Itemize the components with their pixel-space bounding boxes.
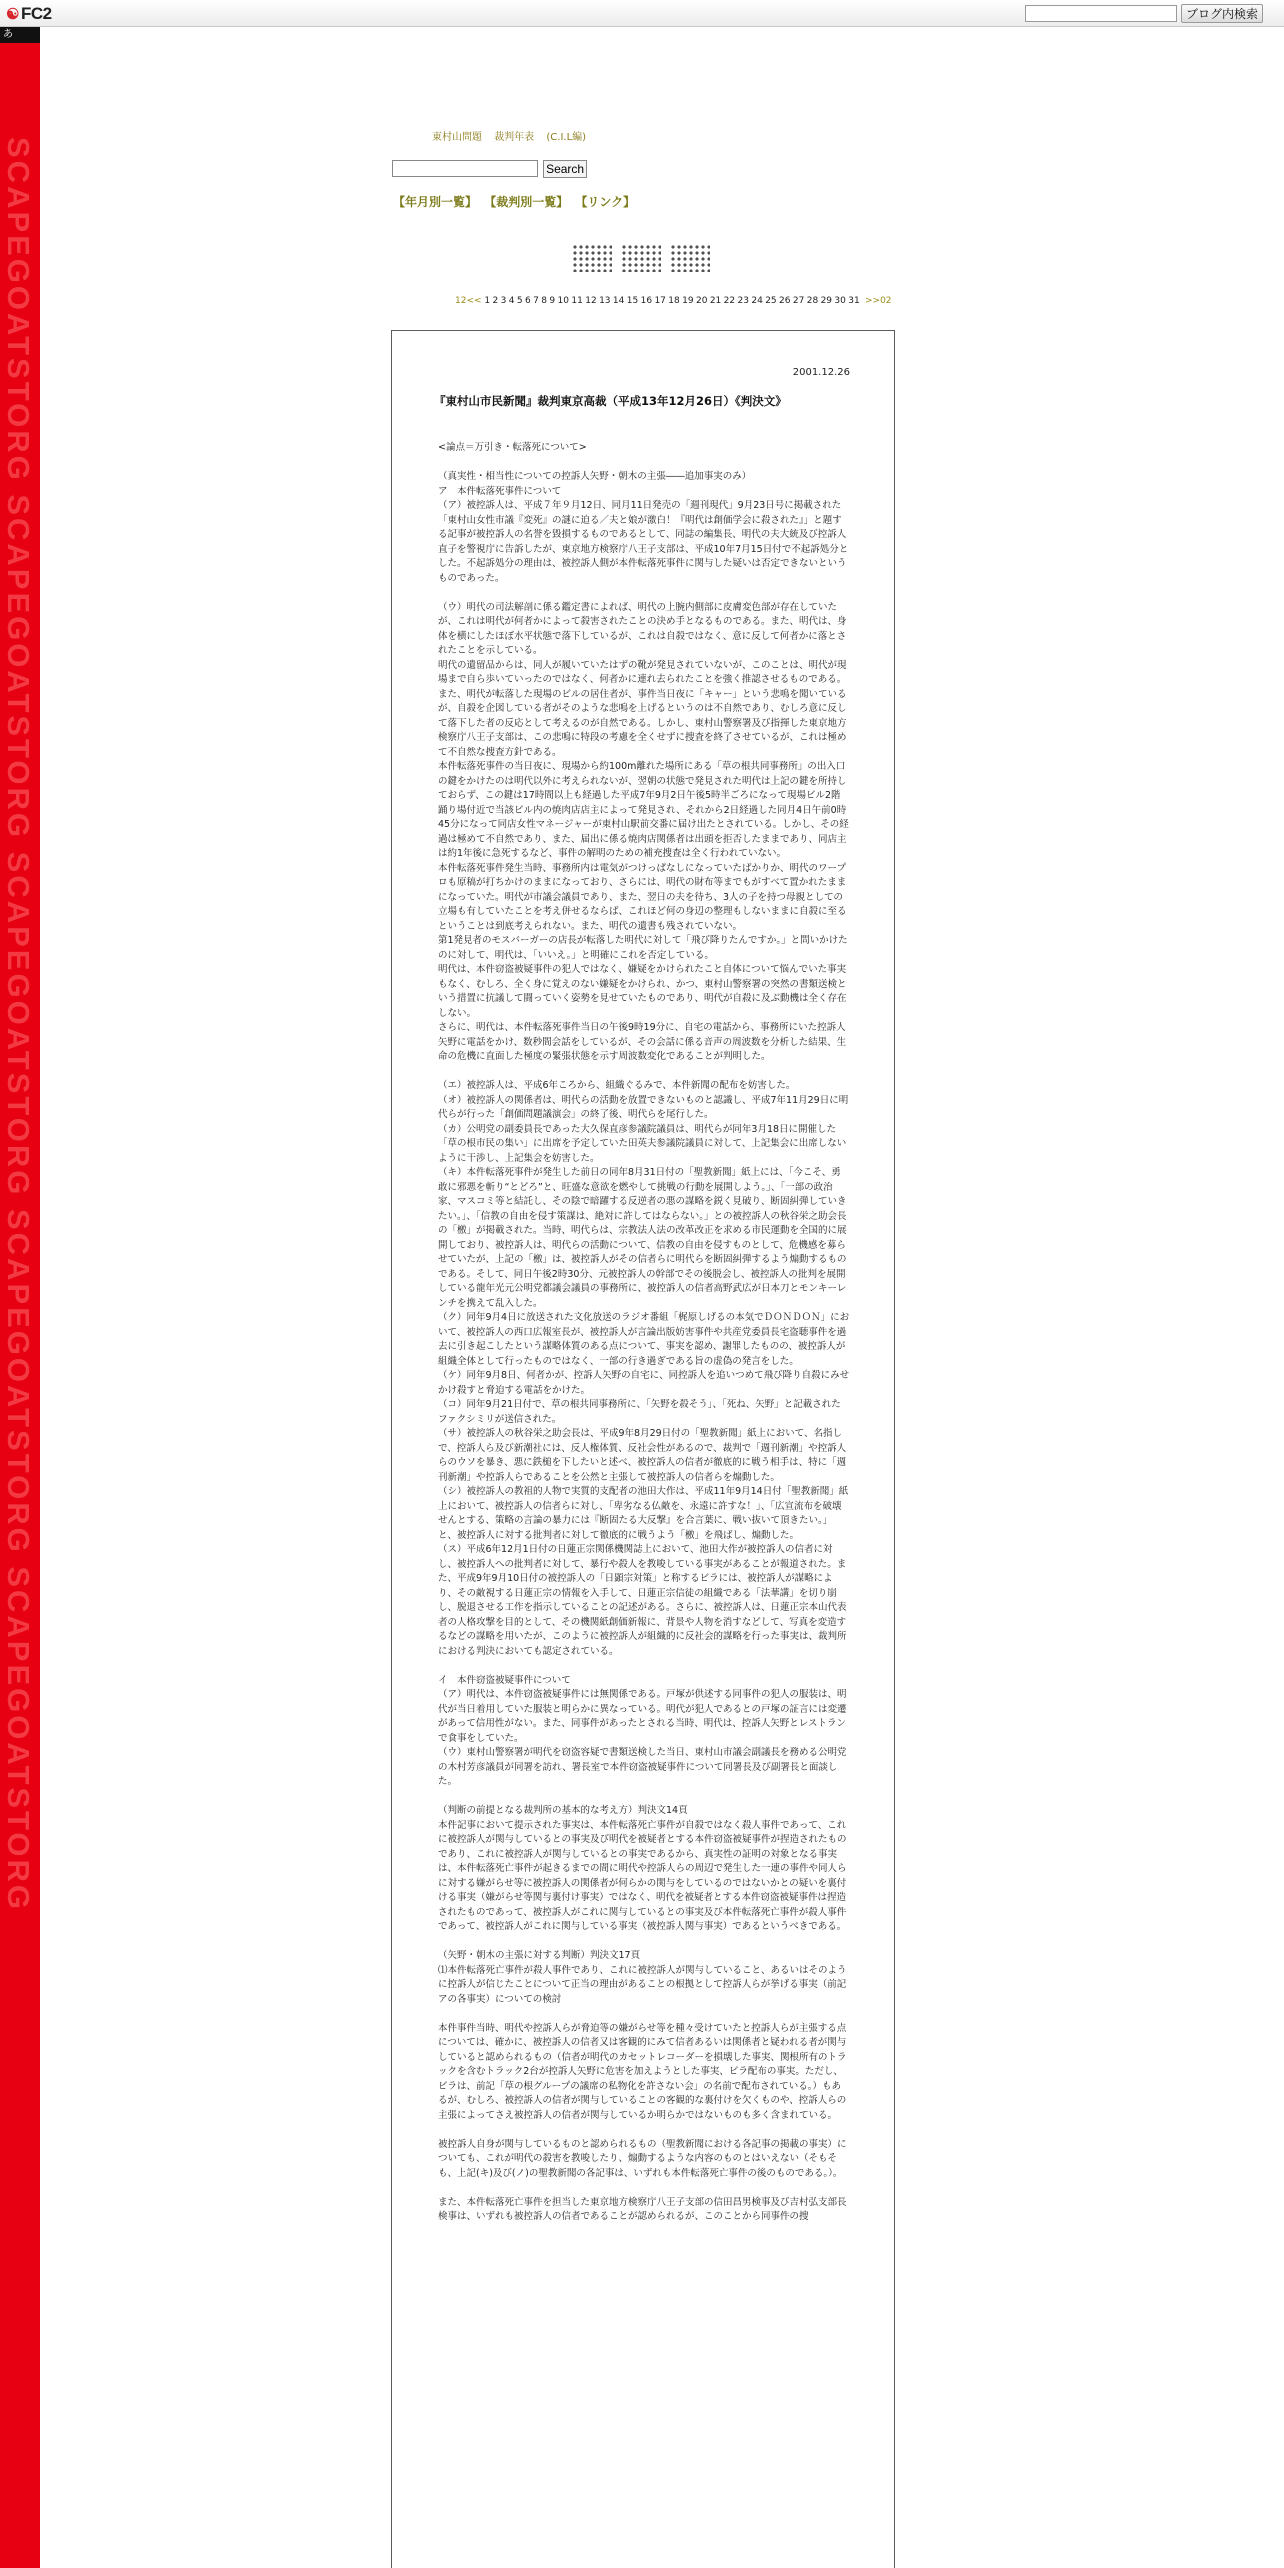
pager-day-link[interactable]: 4 bbox=[508, 296, 515, 306]
side-banner-text: SCAPEGOATSTORG SCAPEGOATSTORG SCAPEGOATSTORG SCAPEGOATSTORG SCAPEGOATSTORG bbox=[1, 137, 36, 1913]
search-form bbox=[392, 158, 587, 178]
pager-day-link[interactable]: 23 bbox=[737, 296, 749, 306]
side-banner bbox=[0, 27, 40, 2568]
blog-search-button[interactable]: ブログ内検索 bbox=[1181, 4, 1263, 23]
pager-day-link[interactable]: 17 bbox=[654, 296, 666, 306]
pager-day-link[interactable]: 2 bbox=[492, 296, 499, 306]
breadcrumb-item[interactable]: 裁判年表 bbox=[494, 132, 535, 143]
search-button[interactable]: Search bbox=[543, 160, 587, 178]
pager-day-link[interactable]: 19 bbox=[682, 296, 694, 306]
entry-box bbox=[391, 330, 895, 2568]
pager-prev-link[interactable]: 12<< bbox=[455, 296, 482, 306]
search-input[interactable] bbox=[392, 160, 538, 177]
breadcrumb bbox=[432, 128, 595, 143]
side-tab[interactable]: あ bbox=[0, 27, 40, 43]
pager-day-link[interactable]: 14 bbox=[612, 296, 625, 306]
pager-day-link[interactable]: 21 bbox=[709, 296, 722, 306]
pager-day-link[interactable]: 31 bbox=[848, 296, 860, 306]
pattern-icon bbox=[621, 244, 661, 272]
pager-day-link[interactable]: 26 bbox=[779, 296, 791, 306]
pager-day-link[interactable]: 24 bbox=[751, 296, 763, 306]
pager-day-link[interactable]: 29 bbox=[820, 296, 833, 306]
nav-links bbox=[393, 193, 638, 210]
pager-day-link[interactable]: 11 bbox=[571, 296, 583, 306]
pattern-icon bbox=[670, 244, 710, 272]
pager-day-link[interactable]: 28 bbox=[806, 296, 819, 306]
fc2-logo-icon: ☯ bbox=[6, 6, 19, 23]
entry-paragraph: （真実性・相当性についての控訴人矢野・朝木の主張――追加事実のみ） ア 本件転落死事件について （ア）被控訴人は、平成７年９月12日、同月11日発売の「週刊現代」9月23日号に掲載された「東村山女性市議『変死』の謎に迫る／夫と娘が激白！『明代は創価学会に殺された』」と題する記事が被控訴人の名誉を毀損するものであるとして、同誌の編集長、明代の夫大統及び控訴人直子を警視庁に告訴したが、東京地方検察庁八王子支部は、平成10年7月15日付で不起訴処分とした。不起訴処分の理由は、被控訴人側が本件転落死事件に関与した疑いは否定できないというものであった。 bbox=[438, 471, 849, 584]
entry-paragraph: 本件事件当時、明代や控訴人らが脅迫等の嫌がらせ等を種々受けていたと控訴人らが主張する点については、確かに、被控訴人の信者又は客観的にみて信者あるいは関係者と疑われる者が関与していると認められるもの（信者が明代のカセットレコーダーを損壊した事実、関根所有のトラックを含むトラック2台が控訴人矢野に危害を加えようとした事実、ビラ配布の事実。ただし、ビラは、前記「草の根グループの議席の私物化を許さない会」の名前で配布されている。）もあるが、むしろ、被控訴人の信者が関与していることの客観的な裏付けを欠くものや、控訴人らの主張によってさえ被控訴人の信者が関与しているか明らかではないものも多く含まれている。 bbox=[438, 2022, 847, 2121]
pager-day-link[interactable]: 9 bbox=[549, 296, 556, 306]
entry-date: 2001.12.26 bbox=[792, 367, 850, 378]
entry-paragraph: （ウ）明代の司法解剖に係る鑑定書によれば、明代の上腕内側部に皮膚変色部が存在していたが、これは明代が何者かによって殺害されたことの決め手となるものである。また、明代は、身体を横にしたほぼ水平状態で落下しているが、これは自殺ではなく、意に反して何者かに落とされたことを示している。 明代の遺留品からは、同人が履いていたはずの靴が発見されていないが、このことは、明代が現場まで自ら歩いていったのではなく、何者かに連れ去られたことを強く推認させるものである。 また、明代が転落した現場のビルの居住者が、事件当日夜に「キャー」という悲鳴を聞いているが、自殺を企図している者がそのような悲鳴を上げるというのは不自然であり、むしろ意に反して落下した者の反応として考えるのが自然である。しかし、東村山警察署及び指揮した東京地方検察庁八王子支部は、この悲鳴に特段の考慮を全くせずに捜査を終了させているが、これは極めて不自然な捜査方針である。 本件転落死事件の当日夜に、現場から約100m離れた場所にある「草の根共同事務所」の出入口の鍵をかけたのは明代以外に考えられないが、翌朝の状態で発見された明代は上記の鍵を所持しておらず、この鍵は17時間以上も経過した平成7年9月2日午後5時半ごろになって現場ビル2階踊り場付近で当該ビル内の焼肉店店主によって発見され、それから2日経過した同月4日午前0時45分になって同店女性マネージャーが東村山駅前交番に届け出たとされている。しかし、その経過は極めて不自然であり、また、届出に係る焼肉店関係者は出頭を拒否したままであり、同店主は約1年後に急死するなど、事件の解明のための補充捜査は全く行われていない。 本件転落死事件発生当時、事務所内は電気がつけっぱなしになっていたばかりか、明代のワープロも原稿が打ちかけのままになっており、さらには、明代の財布等までもがすべて置かれたままになっていた。明代が市議会議員であり、また、翌日の夫を待ち、3人の子を持つ母親としての立場も有していたことを考え併せるならば、これほど何の身辺の整理もしないままに自殺に至るということは到底考えられない。また、明代の遺書も残されていない。 第1発見者のモスバーガーの店長が転落した明代に対して「飛び降りたんですか。」と問いかけたのに対して、明代は、「いいえ。」と明確にこれを否定している。 明代は、本件窃盗被疑事件の犯人ではなく、嫌疑をかけられたこと自体について悩んでいた事実もなく、むしろ、全く身に覚えのない嫌疑をかけられ、かつ、東村山警察署の突然の書類送検という措置に抗議して闘っていく姿勢を見せていたものであり、明代が自殺に及ぶ動機は全く存在しない。 さらに、明代は、本件転落死事件当日の午後9時19分に、自宅の電話から、事務所にいた控訴人矢野に電話をかけ、数秒間会話をしているが、その会話に係る音声の周波数を分析した結果、生命の危機に直面した極度の緊張状態を示す周波数変化であることが判明した。 bbox=[438, 601, 849, 1062]
pager-day-link[interactable]: 7 bbox=[533, 296, 539, 306]
pager-day-link[interactable]: 15 bbox=[626, 296, 639, 306]
entry-paragraph: 被控訴人自身が関与しているものと認められるもの（聖教新聞における各記事の掲載の事実）についても、これが明代の殺害を教唆したり、煽動するような内容のものとはいえない（そもそも、上記(キ)及び(ノ)の聖教新聞の各記事は、いずれも本件転落死亡事件の後のものである。）。 bbox=[438, 2138, 847, 2179]
pager-day-link[interactable]: 18 bbox=[668, 296, 680, 306]
fc2-logo[interactable] bbox=[6, 4, 52, 24]
nav-link-by-case[interactable]: 【裁判別一覧】 bbox=[484, 195, 569, 209]
pager-day-link[interactable]: 20 bbox=[695, 296, 708, 306]
nav-link-links[interactable]: 【リンク】 bbox=[575, 195, 636, 209]
breadcrumb-item[interactable]: 東村山問題 bbox=[432, 132, 482, 143]
entry-paragraph: （判断の前提となる裁判所の基本的な考え方）判決文14頁 本件記事において提示された事実は、本件転落死亡事件が自殺ではなく殺人事件であって、これに被控訴人が関与しているとの事実及び明代を被疑者とする本件窃盗被疑事件が捏造されたものであり、これに被控訴人が関与しているとの事実であるから、真実性の証明の対象となる事実は、本件転落死亡事件が起きるまでの間に明代や控訴人らの周辺で発生した一連の事件や同人らに対する嫌がらせ等に被控訴人の関係者が何らかの関与をしているのではないかとの疑いを裏付ける事実（嫌がらせ等関与裏付け事実）ではなく、明代を被疑者とする本件窃盗被疑事件は捏造されたものであって、被控訴人がこれに関与しているとの事実及び本件転落死亡事件が殺人事件であって、被控訴人がこれに関与している事実（被控訴人関与事実）であるというべきである。 bbox=[438, 1805, 847, 1932]
entry-paragraph: （矢野・朝木の主張に対する判断）判決文17頁 ⑴本件転落死亡事件が殺人事件であり、これに被控訴人が関与していること、あるいはそのように控訴人が信じたことについて正当の理由があることの根拠として控訴人らが挙げる事実（前記アの各事実）についての検討 bbox=[438, 1950, 847, 2005]
nav-link-by-month[interactable]: 【年月別一覧】 bbox=[393, 195, 478, 209]
entry-title: 『東村山市民新聞』裁判東京高裁（平成13年12月26日）《判決文》 bbox=[434, 394, 787, 408]
entry-paragraph: また、本件転落死亡事件を担当した東京地方検察庁八王子支部の信田昌男検事及び吉村弘支部長検事は、いずれも被控訴人の信者であることが認められるが、このことから同事件の捜 bbox=[438, 2196, 847, 2222]
blog-search-input[interactable] bbox=[1025, 5, 1177, 22]
pager-day-link[interactable]: 22 bbox=[723, 296, 736, 306]
pager-day-link[interactable]: 16 bbox=[640, 296, 653, 306]
entry-paragraph: （エ）被控訴人は、平成6年ころから、組織ぐるみで、本件新聞の配布を妨害した。 （オ）被控訴人の関係者は、明代らの活動を放置できないものと認識し、平成7年11月29日に明代らが行った「創価問題議演会」の終了後、明代らを尾行した。 （カ）公明党の副委員長であった大久保直彦参議院議員は、明代らが同年3月18日に開催した「草の根市民の集い」に出席を予定していた田英夫参議院議員に対して、上記集会に出席しないように干渉し、上記集会を妨害した。 （キ）本件転落死事件が発生した前日の同年8月31日付の「聖教新聞」紙上には、「今こそ、勇敢に邪悪を斬り“とどろ”と、旺盛な意欲を燃やして挑戦の行動を展開しよう。」、「一部の政治家、マスコミ等と結託し、その陰で暗躍する反逆者の悪の謀略を鋭く見破り、断固糾弾していきたい。」、「信教の自由を侵す策謀は、絶対に許してはならない。」との被控訴人の秋谷栄之助会長の「檄」が掲載された。当時、明代らは、宗教法人法の改革改正を求める市民運動を全国的に展開しており、被控訴人は、明代らの活動について、信教の自由を侵すものとして、危機感を募らせていたが、上記の「檄」は、被控訴人がその信者らに明代らを断固糾弾するよう煽動するものである。そして、同日午後2時30分、元被控訴人の幹部でその後脱会し、被控訴人の批判を展開している龍年光元公明党都議会議員の事務所に、被控訴人の信者高野武広が日本刀とモンキーレンチを携えて乱入した。 （ク）同年9月4日に放送された文化放送のラジオ番組「梶原しげるの本気でＤＯＮＤＯＮ」において、被控訴人の西口広報室長が、被控訴人が言論出版妨害事件や共産党委員長宅盗聴事件を過去に引き起こしたという謀略体質のある点について、事実を認め、謝罪したものの、被控訴人が組織全体として行ったものではなく、一部の行き過ぎである旨の虚偽の発言をした。 （ケ）同年9月8日、何者かが、控訴人矢野の自宅に、同控訴人を追いつめて飛び降り自殺にみせかけ殺すと脅迫する電話をかけた。 （コ）同年9月21日付で、草の根共同事務所に、「矢野を殺そう」、「死ね、矢野」と記載されたファクシミリが送信された。 （サ）被控訴人の秋谷栄之助会長は、平成9年8月29日付の「聖教新聞」紙上において、名指しで、控訴人ら及び新潮社には、反人権体質、反社会性があるので、裁判で「週刊新潮」や控訴人らのウソを暴き、悪に鉄槌を下したいと述べ、被控訴人の信者が徹底的に戦う相手は、特に「週刊新潮」や控訴人らであることを公然と主張して被控訴人の信者らを煽動した。 （シ）被控訴人の教祖的人物で実質的支配者の池田大作は、平成11年9月14日付「聖教新聞」紙上において、被控訴人の信者らに対し、「卑劣なる仏敵を、永遠に許すな！」、「広宣流布を破壊せんとする、策略の言論の暴力には『断固たる大反撃』を合言葉に、戦い抜いて頂きたい。」と、被控訴人に対する批判者に対して徹底的に戦うよう「檄」を飛ばし、煽動した。 （ス）平成6年12月1日付の日蓮正宗関係機関誌上において、池田大作が被控訴人の信者に対し、被控訴人への批判者に対して、暴行や殺人を教唆している事実があることが報道された。また、平成9年9月10日付の被控訴人の「日顕宗対策」と称するビラには、被控訴人が謀略により、その敵視する日蓮正宗の情報を入手して、日蓮正宗信徒の組織である「法華講」を切り崩し、脱退させる工作を指示していることの記述がある。さらに、被控訴人は、日蓮正宗本山代表者の人格攻撃を目的として、その機関紙創価新報に、背景や人物を消すなどして、写真を変造するなどの謀略を用いたが、このように被控訴人が組織的に反社会的謀略を行った事実は、裁判所における判決においても認定されている。 bbox=[438, 1080, 850, 1657]
pager-day-link[interactable]: 6 bbox=[525, 296, 531, 306]
day-pager bbox=[455, 296, 892, 306]
pager-day-link[interactable]: 30 bbox=[834, 296, 846, 306]
pager-day-link[interactable]: 27 bbox=[792, 296, 805, 306]
pager-day-link[interactable]: 1 bbox=[484, 296, 491, 306]
pager-day-link[interactable]: 5 bbox=[516, 296, 523, 306]
entry-body bbox=[438, 441, 850, 2239]
pager-day-link[interactable]: 8 bbox=[541, 296, 548, 306]
breadcrumb-item[interactable]: (C.I.L編) bbox=[546, 132, 587, 143]
pager-days bbox=[484, 296, 862, 306]
entry-paragraph: イ 本件窃盗被疑事件について （ア）明代は、本件窃盗被疑事件には無関係である。戸塚が供述する同事件の犯人の服装は、明代が当日着用していた服装と明らかに異なっている。明代が犯人であるとの戸塚の証言には変遷があって信用性がない。また、同事件があったとされる当時、明代は、控訴人矢野とレストランで食事をしていた。 （ウ）東村山警察署が明代を窃盗容疑で書類送検した当日、東村山市議会副議長を務める公明党の木村芳彦議員が同署を訪れ、署長室で本件窃盗被疑事件について同署長及び副署長と面談した。 bbox=[438, 1674, 847, 1787]
fc2-logo-text: FC2 bbox=[20, 4, 52, 23]
pager-day-link[interactable]: 3 bbox=[500, 296, 507, 306]
pager-next-link[interactable]: >>02 bbox=[864, 296, 892, 306]
pattern-icon bbox=[572, 244, 612, 272]
entry-paragraph: <論点＝万引き・転落死について> bbox=[438, 442, 587, 453]
fc2-top-bar bbox=[0, 0, 1284, 27]
pager-day-link[interactable]: 10 bbox=[557, 296, 569, 306]
pager-day-link[interactable]: 12 bbox=[585, 296, 597, 306]
pager-day-link[interactable]: 25 bbox=[765, 296, 777, 306]
pager-day-link[interactable]: 13 bbox=[599, 296, 611, 306]
